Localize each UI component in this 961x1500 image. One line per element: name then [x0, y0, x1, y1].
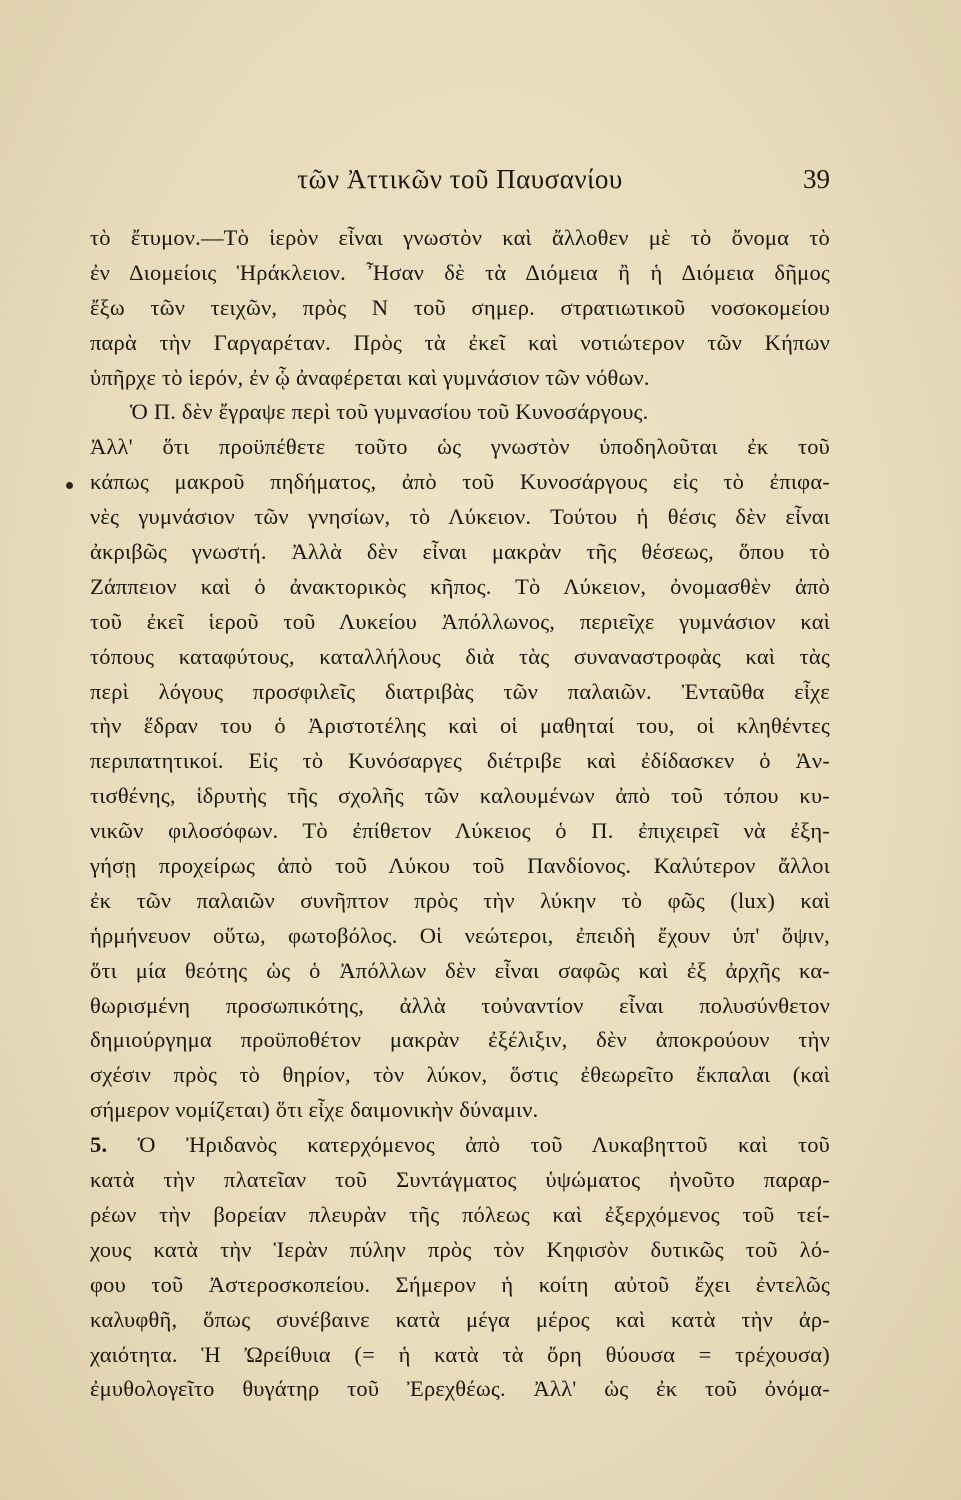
- text-line: περὶ λόγους προσφιλεῖς διατριβὰς τῶν παλαιῶν. Ἐνταῦθα εἶχε: [90, 678, 830, 704]
- text-line: τόπους καταφύτους, καταλλήλους διὰ τὰς συναναστροφὰς καὶ τὰς: [90, 643, 830, 669]
- text-line: δημιούργημα προϋποθέτον μακρὰν ἐξέλιξιν, δὲν ἀποκρούουν τὴν: [90, 1027, 830, 1053]
- text-line: θωρισμένη προσωπικότης, ἀλλὰ τοὐναντίον εἶναι πολυσύνθετον: [90, 992, 830, 1018]
- text-line: παρὰ τὴν Γαργαρέταν. Πρὸς τὰ ἐκεῖ καὶ νοτιώτερον τῶν Κήπων: [90, 329, 830, 355]
- text-line: ἐμυθολογεῖτο θυγάτηρ τοῦ Ἐρεχθέως. Ἀλλ' ὡς ἐκ τοῦ ὀνόμα-: [90, 1376, 830, 1402]
- ink-dot-mark: [66, 482, 73, 489]
- text-line: ρέων τὴν βορείαν πλευρὰν τῆς πόλεως καὶ ἐξερχόμενος τοῦ τεί-: [90, 1201, 830, 1227]
- text-line: χους κατὰ τὴν Ἱερὰν πύλην πρὸς τὸν Κηφισὸν δυτικῶς τοῦ λό-: [90, 1236, 830, 1262]
- text-line: τὴν ἕδραν του ὁ Ἀριστοτέλης καὶ οἱ μαθηταί του, οἱ κληθέντες: [90, 713, 830, 739]
- page-number: 39: [803, 164, 830, 194]
- text-line: Ἀλλ' ὅτι προϋπέθετε τοῦτο ὡς γνωστὸν ὑποδηλοῦται ἐκ τοῦ: [90, 434, 830, 460]
- section-number: 5.: [90, 1132, 108, 1158]
- text-line: νὲς γυμνάσιον τῶν γνησίων, τὸ Λύκειον. Τούτου ἡ θέσις δὲν εἶναι: [90, 504, 830, 530]
- text-line: σήμερον νομίζεται) ὅτι εἶχε δαιμονικὴν δύναμιν.: [90, 1097, 539, 1123]
- text-line: Ὁ Ἠριδανὸς κατερχόμενος ἀπὸ τοῦ Λυκαβηττοῦ καὶ τοῦ: [137, 1132, 830, 1158]
- text-line: ἐκ τῶν παλαιῶν συνῆπτον πρὸς τὴν λύκην τὸ φῶς (lux) καὶ: [90, 887, 830, 913]
- text-line: τοῦ ἐκεῖ ἱεροῦ τοῦ Λυκείου Ἀπόλλωνος, περιεῖχε γυμνάσιον καὶ: [90, 608, 830, 634]
- text-line: φου τοῦ Ἀστεροσκοπείου. Σήμερον ἡ κοίτη αὐτοῦ ἔχει ἐντελῶς: [90, 1271, 830, 1297]
- text-line: ὑπῆρχε τὸ ἱερόν, ἐν ᾧ ἀναφέρεται καὶ γυμνάσιον τῶν νόθων.: [90, 364, 650, 390]
- text-line: ὅτι μία θεότης ὡς ὁ Ἀπόλλων δὲν εἶναι σαφῶς καὶ ἐξ ἀρχῆς κα-: [90, 957, 830, 983]
- text-line: νικῶν φιλοσόφων. Τὸ ἐπίθετον Λύκειος ὁ Π. ἐπιχειρεῖ νὰ ἐξη-: [90, 818, 830, 844]
- text-line: ἐν Διομείοις Ἡράκλειον. Ἦσαν δὲ τὰ Διόμεια ἢ ἡ Διόμεια δῆμος: [90, 259, 830, 285]
- body-text: [90, 221, 830, 1407]
- text-line: ἡρμήνευον οὕτω, φωτοβόλος. Οἱ νεώτεροι, ἐπειδὴ ἔχουν ὑπ' ὄψιν,: [90, 922, 830, 948]
- text-line: γήσῃ προχείρως ἀπὸ τοῦ Λύκου τοῦ Πανδίονος. Καλύτερον ἄλλοι: [90, 853, 830, 879]
- text-line: Ζάππειον καὶ ὁ ἀνακτορικὸς κῆπος. Τὸ Λύκειον, ὀνομασθὲν ἀπὸ: [90, 573, 830, 599]
- text-line: σχέσιν πρὸς τὸ θηρίον, τὸν λύκον, ὅστις ἐθεωρεῖτο ἔκπαλαι (καὶ: [90, 1062, 830, 1088]
- text-line: καλυφθῆ, ὅπως συνέβαινε κατὰ μέγα μέρος καὶ κατὰ τὴν ἀρ-: [90, 1306, 830, 1332]
- page-header: [90, 160, 830, 200]
- text-line: ἔξω τῶν τειχῶν, πρὸς Ν τοῦ σημερ. στρατιωτικοῦ νοσοκομείου: [90, 294, 830, 320]
- text-line: ἀκριβῶς γνωστή. Ἀλλὰ δὲν εἶναι μακρὰν τῆς θέσεως, ὅπου τὸ: [90, 539, 830, 565]
- text-line: κάπως μακροῦ πηδήματος, ἀπὸ τοῦ Κυνοσάργους εἰς τὸ ἐπιφα-: [90, 469, 830, 495]
- text-line: κατὰ τὴν πλατεῖαν τοῦ Συντάγματος ὑψώματος ἠνοῦτο παραρ-: [90, 1167, 830, 1193]
- text-line: χαιότητα. Ἡ Ὠρείθυια (= ἡ κατὰ τὰ ὄρη θύουσα = τρέχουσα): [90, 1341, 830, 1367]
- running-title: τῶν Ἀττικῶν τοῦ Παυσανίου: [297, 164, 623, 194]
- text-line: τισθένης, ἱδρυτὴς τῆς σχολῆς τῶν καλουμένων ἀπὸ τοῦ τόπου κυ-: [90, 783, 830, 809]
- text-line: τὸ ἔτυμον.—Τὸ ἱερὸν εἶναι γνωστὸν καὶ ἄλλοθεν μὲ τὸ ὄνομα τὸ: [90, 225, 830, 250]
- section-first-line: [90, 1128, 830, 1163]
- text-line: περιπατητικοί. Εἰς τὸ Κυνόσαργες διέτριβε καὶ ἐδίδασκεν ὁ Ἀν-: [90, 748, 830, 774]
- text-line: Ὁ Π. δὲν ἔγραψε περὶ τοῦ γυμνασίου τοῦ Κυνοσάργους.: [130, 399, 649, 425]
